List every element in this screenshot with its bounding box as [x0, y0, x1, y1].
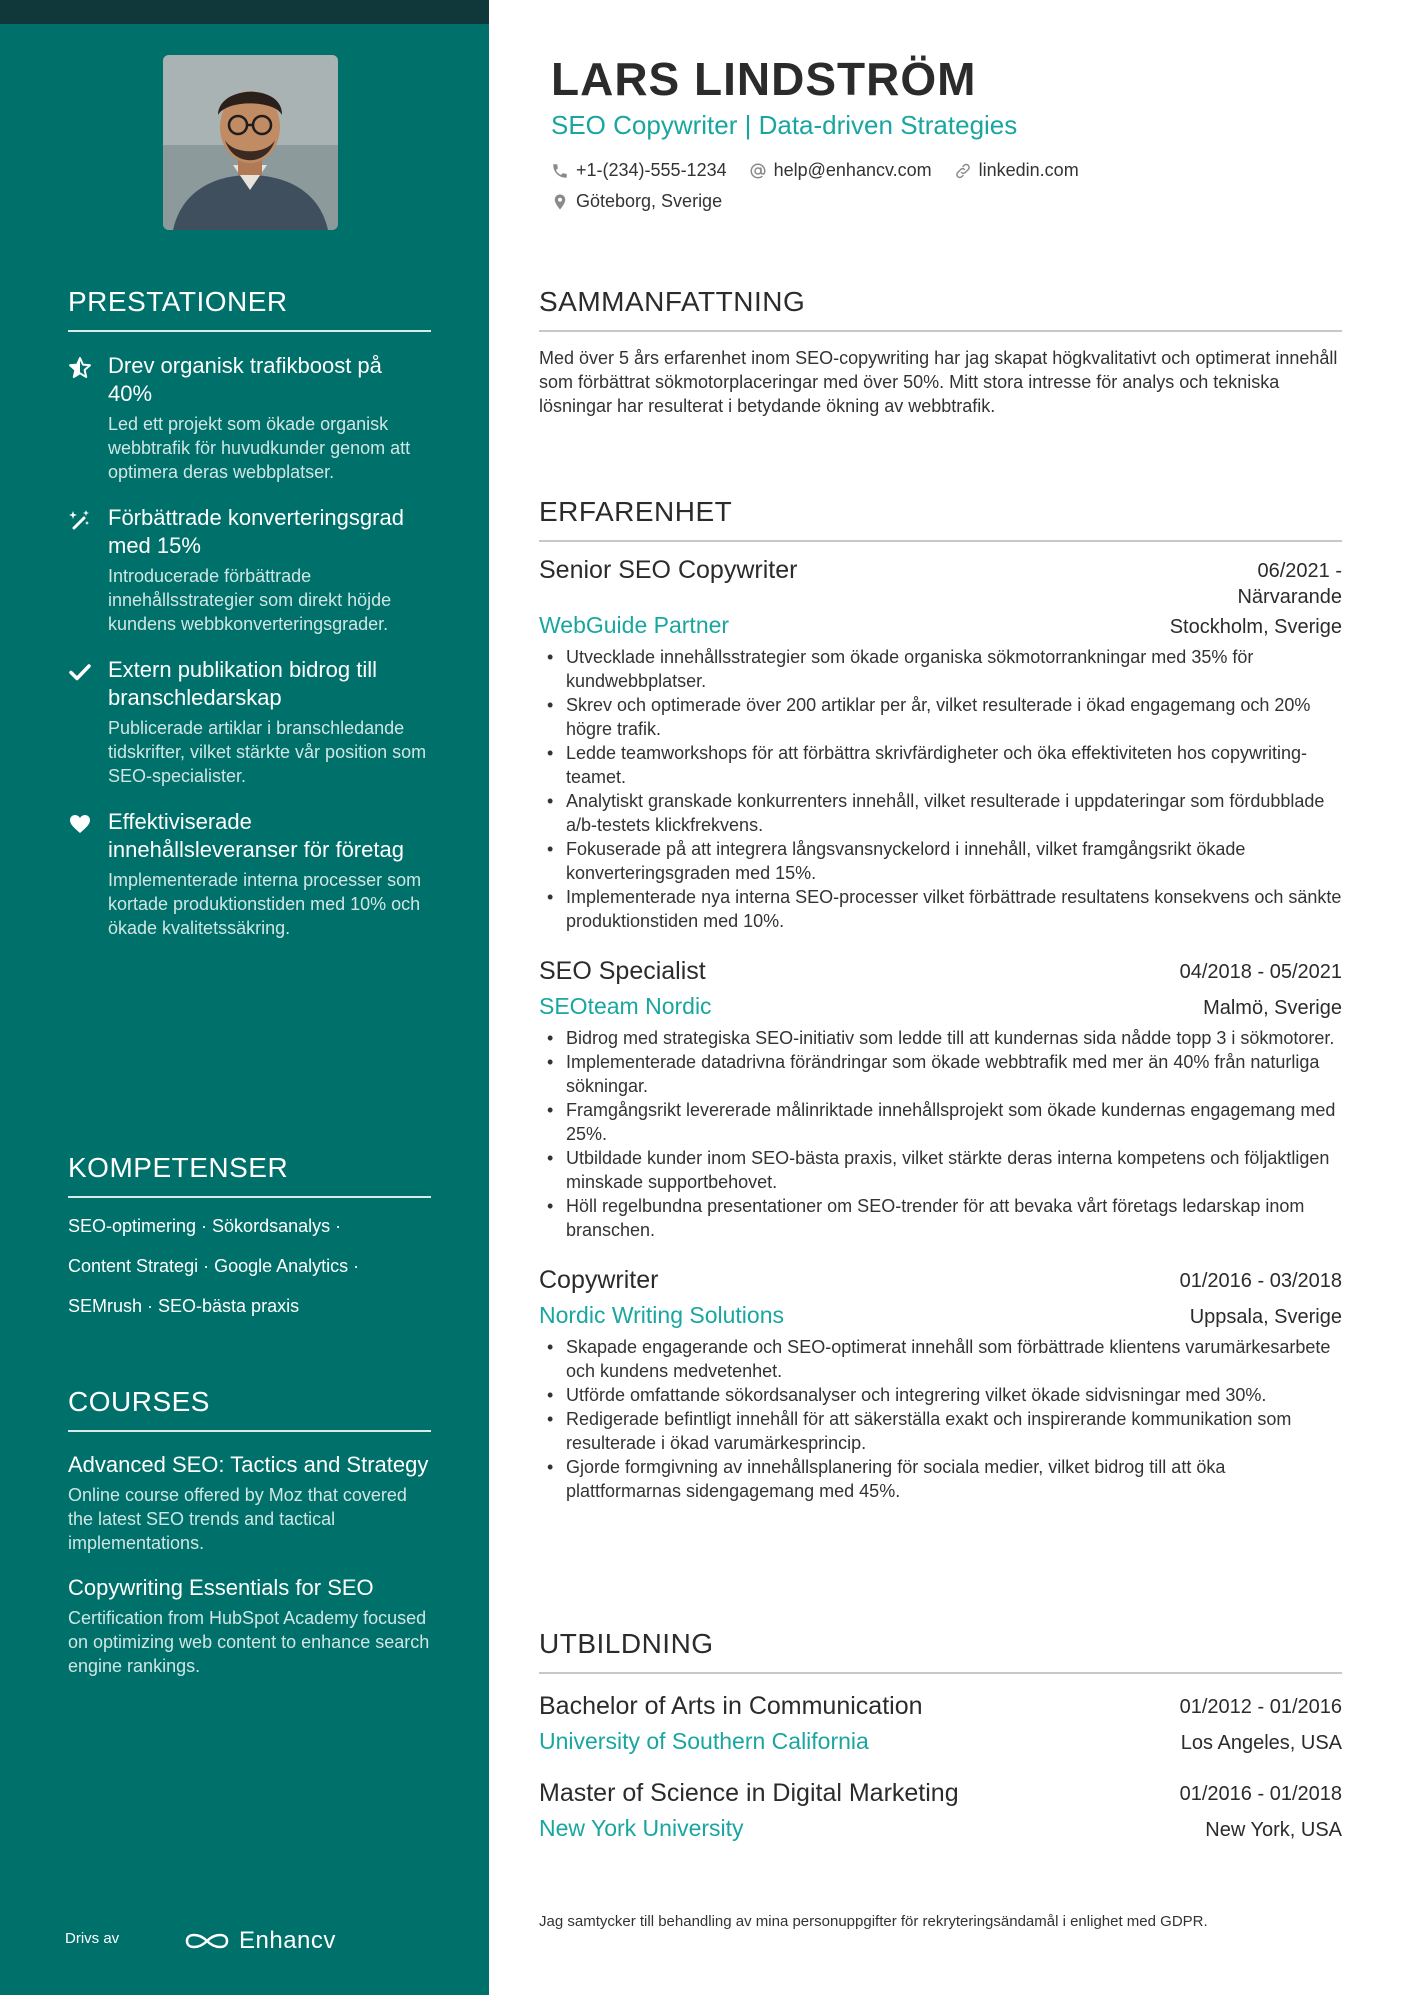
job-location: Stockholm, Sverige: [1169, 616, 1342, 638]
achievement-description: Implementerade interna processer som kortade produktionstiden med 10% och ökade kvalitetssäkring.: [108, 870, 422, 938]
job-location: Uppsala, Sverige: [1189, 1306, 1342, 1328]
bullet-item: • Skapade engagerande och SEO-optimerat innehåll som förbättrade klientens varumärkesarbete och kundens medvetenhet.: [539, 1335, 1342, 1383]
avatar: [163, 55, 338, 230]
experience-section: [539, 496, 1342, 1503]
bullet-item: • Ledde teamworkshops för att förbättra skrivfärdigheter och öka effektiviteten hos copywriting-teamet.: [539, 741, 1342, 789]
sidebar: [0, 0, 489, 1995]
school-location: Los Angeles, USA: [1180, 1732, 1342, 1754]
job-bullets: [539, 1026, 1342, 1242]
job-title: SEO Specialist: [539, 957, 706, 985]
education-heading: UTBILDNING: [539, 1628, 1342, 1674]
job-entry: [539, 955, 1342, 1242]
achievements-section: [68, 286, 431, 940]
skills-row: SEMrush · SEO-bästa praxis: [68, 1296, 300, 1316]
star-half-icon: [68, 356, 92, 380]
course-title: Advanced SEO: Tactics and Strategy: [68, 1452, 429, 1477]
school-location: New York, USA: [1205, 1819, 1342, 1841]
location-text: Göteborg, Sverige: [576, 191, 723, 211]
school-name: University of Southern California: [539, 1728, 869, 1754]
job-dates-start: 06/2021 -: [1257, 560, 1342, 582]
brand-name: Enhancv: [239, 1927, 336, 1954]
at-sign-icon: [749, 162, 767, 180]
candidate-role: SEO Copywriter | Data-driven Strategies: [551, 110, 1018, 140]
courses-section: [68, 1386, 431, 1678]
job-dates: 04/2018 - 05/2021: [1179, 961, 1342, 983]
location-pin-icon: [551, 193, 569, 211]
education-entry: [539, 1690, 1342, 1755]
phone-number: +1-(234)-555-1234: [576, 160, 727, 180]
summary-text: Med över 5 års erfarenhet inom SEO-copywriting har jag skapat högkvalitativt och optimerat innehåll som förbättrat sökmotorplaceringar med över 50%. Mitt stora intresse för analys och tekniska lösningar har resulterat i betydande ökning av webbtrafik.: [539, 348, 1338, 416]
achievement-description: Introducerade förbättrade innehållsstrategier som direkt höjde kundens webbkonverteringsgrader.: [108, 566, 392, 634]
job-bullets: [539, 1335, 1342, 1503]
candidate-name: LARS LINDSTRÖM: [551, 53, 977, 105]
skills-row: Content Strategi · Google Analytics ·: [68, 1256, 360, 1276]
bullet-item: • Redigerade befintligt innehåll för att säkerställa exakt och inspirerande kommunikation som resulterade i ökad varumärkesprincip.: [539, 1407, 1342, 1455]
job-entry: [539, 1264, 1342, 1503]
course-title: Copywriting Essentials for SEO: [68, 1575, 374, 1600]
profile-photo-icon: [163, 55, 338, 230]
achievement-description: Publicerade artiklar i branschledande tidskrifter, vilket stärkte vår position som SEO-specialister.: [108, 718, 427, 786]
job-title: Senior SEO Copywriter: [539, 556, 798, 584]
magic-wand-icon: [68, 508, 92, 532]
job-company: SEOteam Nordic: [539, 993, 712, 1019]
bullet-item: • Utförde omfattande sökordsanalyser och integrering vilket ökade sidvisningar med 30%.: [539, 1383, 1342, 1407]
school-name: New York University: [539, 1815, 744, 1841]
skills-heading: KOMPETENSER: [68, 1152, 431, 1198]
education-entry: [539, 1777, 1342, 1842]
email-contact[interactable]: [749, 160, 932, 181]
infinity-logo-icon: [183, 1928, 231, 1954]
location-contact: [551, 191, 722, 212]
bullet-item: • Analytiskt granskade konkurrenters innehåll, vilket resulterade i uppdateringar som fördubblade a/b-testets klickfrekvens.: [539, 789, 1342, 837]
course-item: [68, 1573, 431, 1678]
education-dates: 01/2012 - 01/2016: [1179, 1696, 1342, 1718]
achievement-item: [68, 352, 431, 484]
skills-row: SEO-optimering · Sökordsanalys ·: [68, 1216, 342, 1236]
job-entry: [539, 554, 1342, 933]
contact-info: [551, 160, 1331, 222]
bullet-item: • Bidrog med strategiska SEO-initiativ som ledde till att kundernas sida nådde topp 3 i sökmotorer.: [539, 1026, 1342, 1050]
bullet-item: • Utvecklade innehållsstrategier som ökade organiska sökmotorrankningar med 35% för kundwebbplatser.: [539, 645, 1342, 693]
checkmark-icon: [68, 660, 92, 684]
course-item: [68, 1450, 431, 1555]
bullet-item: • Skrev och optimerade över 200 artiklar per år, vilket resulterade i ökad engagemang och 20% högre trafik.: [539, 693, 1342, 741]
heart-icon: [68, 812, 92, 836]
phone-icon: [551, 162, 569, 180]
education-section: [539, 1628, 1342, 1842]
experience-heading: ERFARENHET: [539, 496, 1342, 542]
job-bullets: [539, 645, 1342, 933]
bullet-item: • Höll regelbundna presentationer om SEO-trender för att bevaka vårt företags ledarskap inom branschen.: [539, 1194, 1342, 1242]
powered-by-label: Drivs av: [65, 1930, 120, 1947]
summary-section: [539, 286, 1342, 418]
bullet-item: • Implementerade datadrivna förändringar som ökade webbtrafik med mer än 40% från naturliga sökningar.: [539, 1050, 1342, 1098]
degree-title: Master of Science in Digital Marketing: [539, 1779, 959, 1807]
bullet-item: • Implementerade nya interna SEO-processer vilket förbättrade resultatens konsekvens och sänkte produktionstiden med 10%.: [539, 885, 1342, 933]
sidebar-top-bar: [0, 0, 489, 24]
achievement-title: Effektiviserade innehållsleveranser för företag: [108, 809, 404, 862]
bullet-item: • Framgångsrikt levererade målinriktade innehållsprojekt som ökade kundernas engagemang med 25%.: [539, 1098, 1342, 1146]
achievements-heading: PRESTATIONER: [68, 286, 431, 332]
link-icon: [954, 162, 972, 180]
email-address: help@enhancv.com: [773, 160, 932, 180]
achievement-item: [68, 808, 431, 940]
job-title: Copywriter: [539, 1266, 659, 1294]
education-dates: 01/2016 - 01/2018: [1179, 1783, 1342, 1805]
achievement-title: Drev organisk trafikboost på 40%: [108, 353, 382, 406]
job-dates: [1237, 554, 1342, 610]
bullet-item: • Gjorde formgivning av innehållsplanering för sociala medier, vilket bidrog till att öka plattformarnas sidengagemang med 45%.: [539, 1455, 1342, 1503]
skills-list: [68, 1214, 431, 1318]
phone-contact[interactable]: [551, 160, 727, 181]
achievement-title: Extern publikation bidrog till branschledarskap: [108, 657, 378, 710]
job-location: Malmö, Sverige: [1203, 997, 1342, 1019]
summary-heading: SAMMANFATTNING: [539, 286, 1342, 332]
gdpr-consent: Jag samtycker till behandling av mina personuppgifter för rekryteringsändamål i enlighet med GDPR.: [539, 1913, 1208, 1930]
courses-heading: COURSES: [68, 1386, 431, 1432]
bullet-item: • Fokuserade på att integrera långsvansnyckelord i innehåll, vilket framgångsrikt ökade konverteringsgraden med 15%.: [539, 837, 1342, 885]
enhancv-logo[interactable]: [183, 1927, 336, 1955]
job-dates: 01/2016 - 03/2018: [1179, 1270, 1342, 1292]
job-dates-end: Närvarande: [1237, 586, 1342, 608]
achievement-item: [68, 656, 431, 788]
achievement-item: [68, 504, 431, 636]
linkedin-contact[interactable]: [954, 160, 1079, 181]
course-description: Certification from HubSpot Academy focused on optimizing web content to enhance search engine rankings.: [68, 1608, 430, 1676]
job-company: WebGuide Partner: [539, 612, 730, 638]
course-description: Online course offered by Moz that covered the latest SEO trends and tactical implementations.: [68, 1485, 407, 1553]
linkedin-link: linkedin.com: [978, 160, 1079, 180]
bullet-item: • Utbildade kunder inom SEO-bästa praxis, vilket stärkte deras interna kompetens och följaktligen minskade supportbehovet.: [539, 1146, 1342, 1194]
achievement-description: Led ett projekt som ökade organisk webbtrafik för huvudkunder genom att optimera deras webbplatser.: [108, 414, 411, 482]
skills-section: [68, 1152, 431, 1318]
degree-title: Bachelor of Arts in Communication: [539, 1692, 923, 1720]
achievement-title: Förbättrade konverteringsgrad med 15%: [108, 505, 404, 558]
job-company: Nordic Writing Solutions: [539, 1302, 785, 1328]
